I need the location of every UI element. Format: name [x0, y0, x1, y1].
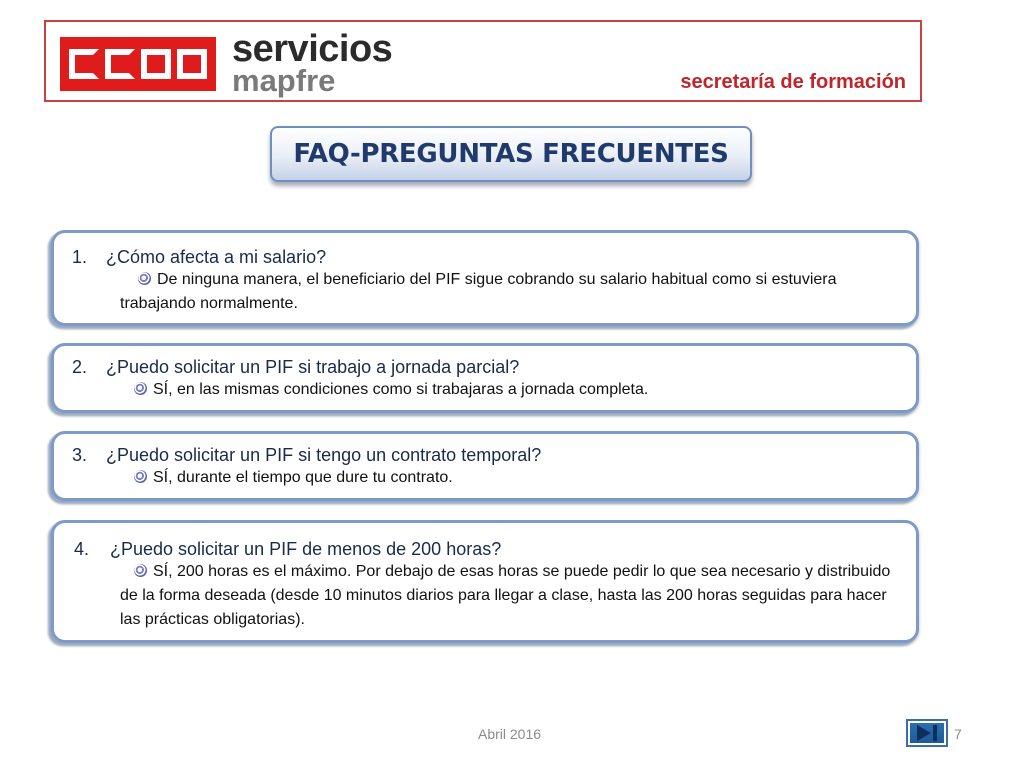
faq-item-3: [51, 431, 919, 501]
swirl-bullet-icon: [134, 470, 147, 483]
ccoo-logo-letters: [69, 49, 207, 79]
logo-letter-o1: [141, 49, 171, 79]
faq-question: ¿Puedo solicitar un PIF si trabajo a jornada parcial?: [106, 357, 520, 377]
faq-answer-block: [120, 268, 902, 316]
footer-date: Abril 2016: [478, 726, 542, 742]
logo-letter-c2: [105, 49, 135, 79]
faq-number: 2.: [72, 357, 88, 377]
faq-number: 4.: [74, 539, 90, 559]
swirl-bullet-icon: [134, 564, 147, 577]
logo-letter-o2: [177, 49, 207, 79]
faq-answer: SÍ, durante el tiempo que dure tu contrato.: [153, 469, 453, 486]
swirl-bullet-icon: [134, 382, 147, 395]
faq-question-line: [72, 247, 902, 268]
end-bar-icon: [933, 725, 937, 741]
page-title: FAQ-PREGUNTAS FRECUENTES: [293, 139, 729, 169]
faq-answer-block: [120, 560, 902, 632]
faq-answer: De ninguna manera, el beneficiario del PIF sigue cobrando su salario habitual como si estuviera trabajando normalmente.: [120, 271, 837, 312]
play-triangle-icon: [917, 725, 931, 741]
faq-answer-block: [134, 466, 902, 490]
department-label: secretaría de formación: [680, 71, 906, 93]
faq-question: ¿Puedo solicitar un PIF si tengo un contrato temporal?: [106, 445, 542, 465]
ccoo-logo: [60, 37, 216, 91]
faq-item-1: [51, 230, 919, 326]
faq-item-2: [51, 343, 919, 413]
logo-letter-c1: [69, 49, 99, 79]
faq-question-line: [74, 539, 902, 560]
faq-answer: SÍ, en las mismas condiciones como si trabajaras a jornada completa.: [153, 381, 649, 398]
header-banner: [44, 20, 922, 102]
faq-question-line: [72, 357, 902, 378]
faq-item-4: [51, 520, 919, 643]
swirl-bullet-icon: [138, 272, 151, 285]
faq-answer: SÍ, 200 horas es el máximo. Por debajo de esas horas se puede pedir lo que sea necesario y distribuido de la forma deseada (desde 10 minutos diarios para llegar a clase, hasta las 200 horas seguidas para hacer las prácticas obligatorias).: [120, 563, 891, 628]
faq-number: 1.: [72, 247, 88, 267]
faq-answer-block: [134, 378, 902, 402]
faq-question-line: [72, 445, 902, 466]
page-number: 7: [954, 726, 962, 742]
faq-question: ¿Puedo solicitar un PIF de menos de 200 horas?: [110, 539, 502, 559]
brand-servicios: servicios: [232, 28, 393, 70]
brand-mapfre: mapfre: [232, 63, 336, 98]
next-slide-icon: [910, 723, 944, 743]
title-banner: [270, 126, 752, 182]
faq-question: ¿Cómo afecta a mi salario?: [106, 247, 327, 267]
faq-number: 3.: [72, 445, 88, 465]
next-slide-button[interactable]: [906, 719, 948, 747]
